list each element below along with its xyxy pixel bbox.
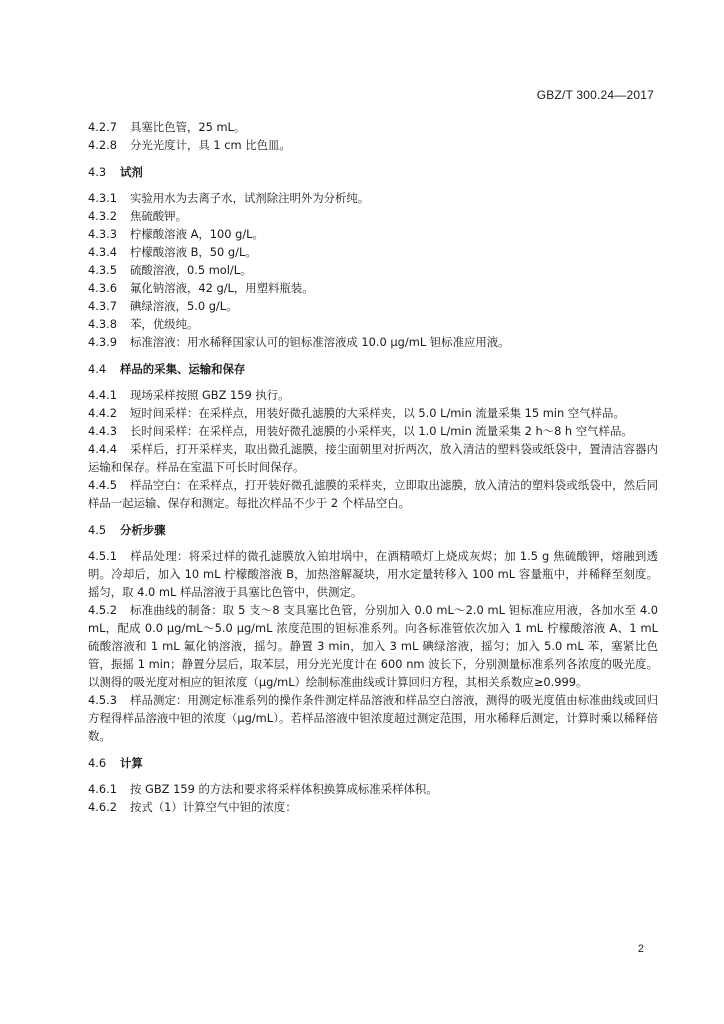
clause-text: 分光光度计，具 1 cm 比色皿。 (130, 138, 291, 152)
clause-number: 4.3.4 (88, 245, 117, 259)
section-number: 4.5 (88, 523, 107, 537)
section-title: 试剂 (120, 165, 143, 179)
document-body (88, 118, 658, 816)
clause-number: 4.3.2 (88, 209, 117, 223)
clause-4-2-7 (88, 118, 658, 136)
clause-text: 按式（1）计算空气中钽的浓度： (130, 800, 297, 814)
clause-4-3-7 (88, 297, 658, 315)
clause-4-4-1 (88, 386, 658, 404)
clause-text: 采样后，打开采样夹，取出微孔滤膜，接尘面朝里对折两次，放入清洁的塑料袋或纸袋中，置清洁容器内运输和保存。样品在室温下可长时间保存。 (88, 442, 658, 474)
clause-text: 实验用水为去离子水，试剂除注明外为分析纯。 (130, 191, 370, 205)
clause-number: 4.2.8 (88, 138, 117, 152)
section-title: 样品的采集、运输和保存 (120, 362, 246, 376)
clause-number: 4.4.5 (88, 478, 117, 492)
page-number: 2 (637, 943, 644, 955)
clause-text: 焦硫酸钾。 (130, 209, 187, 223)
clause-text: 标准溶液：用水稀释国家认可的钽标准溶液成 10.0 μg/mL 钽标准应用液。 (130, 335, 510, 349)
clause-text: 硫酸溶液，0.5 mol/L。 (130, 263, 252, 277)
clause-number: 4.3.9 (88, 335, 117, 349)
clause-number: 4.2.7 (88, 120, 117, 134)
section-heading-4-4 (88, 360, 658, 378)
clause-4-3-3 (88, 225, 658, 243)
clause-4-2-8 (88, 136, 658, 154)
clause-number: 4.3.3 (88, 227, 117, 241)
clause-number: 4.4.4 (88, 442, 117, 456)
clause-4-3-6 (88, 279, 658, 297)
section-heading-4-6 (88, 754, 658, 772)
clause-4-3-8 (88, 315, 658, 333)
section-title: 分析步骤 (120, 523, 166, 537)
clause-number: 4.6.2 (88, 800, 117, 814)
clause-4-5-1 (88, 547, 658, 601)
clause-text: 柠檬酸溶液 B，50 g/L。 (130, 245, 257, 259)
clause-number: 4.3.5 (88, 263, 117, 277)
clause-4-4-2 (88, 404, 658, 422)
clause-4-3-1 (88, 189, 658, 207)
section-title: 计算 (120, 756, 143, 770)
section-heading-4-5 (88, 521, 658, 539)
section-heading-4-3 (88, 163, 658, 181)
clause-4-4-4 (88, 440, 658, 476)
clause-4-6-2 (88, 798, 658, 816)
clause-text: 长时间采样：在采样点，用装好微孔滤膜的小采样夹，以 1.0 L/min 流量采集 2 h～8 h 空气样品。 (130, 424, 633, 438)
clause-4-4-3 (88, 422, 658, 440)
clause-text: 按 GBZ 159 的方法和要求将采样体积换算成标准采样体积。 (130, 782, 438, 796)
document-number: GBZ/T 300.24—2017 (536, 88, 654, 102)
section-number: 4.4 (88, 362, 107, 376)
clause-text: 柠檬酸溶液 A，100 g/L。 (130, 227, 264, 241)
clause-text: 标准曲线的制备：取 5 支～8 支具塞比色管，分别加入 0.0 mL～2.0 mL 钽标准应用液，各加水至 4.0 mL，配成 0.0 μg/mL～5.0 μg/mL 浓度范围的钽标准系列。向各标准管依次加入 1 mL 柠檬酸溶液 A、1 mL 硫酸溶液和 1 mL 氟化钠溶液，摇匀。静置 3 min，加入 3 mL 碘绿溶液，摇匀；加入 5.0 mL 苯，塞紧比色管，振摇 1 min；静置分层后，取苯层，用分光光度计在 600 nm 波长下，分别测量标准系列各浓度的吸光度。以测得的吸光度对相应的钽浓度（μg/mL）绘制标准曲线或计算回归方程，其相关系数应≥0.999。 (88, 603, 658, 689)
clause-4-4-5 (88, 476, 658, 512)
clause-number: 4.4.1 (88, 388, 117, 402)
clause-text: 样品测定：用测定标准系列的操作条件测定样品溶液和样品空白溶液，测得的吸光度值由标准曲线或回归方程得样品溶液中钽的浓度（μg/mL）。若样品溶液中钽浓度超过测定范围，用水稀释后测定，计算时乘以稀释倍数。 (88, 693, 658, 743)
clause-4-5-3 (88, 691, 658, 745)
clause-number: 4.5.2 (88, 603, 117, 617)
clause-4-3-5 (88, 261, 658, 279)
clause-4-5-2 (88, 601, 658, 691)
clause-number: 4.4.2 (88, 406, 117, 420)
clause-text: 现场采样按照 GBZ 159 执行。 (130, 388, 290, 402)
clause-text: 样品处理：将采过样的微孔滤膜放入铂坩埚中，在酒精喷灯上烧成灰烬；加 1.5 g 焦硫酸钾，熔融到透明。冷却后，加入 10 mL 柠檬酸溶液 B，加热溶解凝块，用水定量转移入 100 mL 容量瓶中，并稀释至刻度。摇匀，取 4.0 mL 样品溶液于具塞比色管中，供测定。 (88, 549, 658, 599)
section-number: 4.3 (88, 165, 107, 179)
clause-number: 4.3.8 (88, 317, 117, 331)
clause-number: 4.3.6 (88, 281, 117, 295)
clause-text: 样品空白：在采样点，打开装好微孔滤膜的采样夹，立即取出滤膜，放入清洁的塑料袋或纸袋中，然后同样品一起运输、保存和测定。每批次样品不少于 2 个样品空白。 (88, 478, 658, 510)
clause-4-6-1 (88, 780, 658, 798)
clause-4-3-2 (88, 207, 658, 225)
clause-4-3-4 (88, 243, 658, 261)
clause-text: 氟化钠溶液，42 g/L，用塑料瓶装。 (130, 281, 314, 295)
clause-text: 碘绿溶液，5.0 g/L。 (130, 299, 238, 313)
clause-4-3-9 (88, 333, 658, 351)
clause-number: 4.3.1 (88, 191, 117, 205)
clause-text: 短时间采样：在采样点，用装好微孔滤膜的大采样夹，以 5.0 L/min 流量采集 15 min 空气样品。 (130, 406, 625, 420)
clause-text: 苯，优级纯。 (130, 317, 199, 331)
clause-number: 4.4.3 (88, 424, 117, 438)
clause-number: 4.6.1 (88, 782, 117, 796)
clause-number: 4.3.7 (88, 299, 117, 313)
clause-text: 具塞比色管，25 mL。 (130, 120, 246, 134)
clause-number: 4.5.3 (88, 693, 117, 707)
section-number: 4.6 (88, 756, 107, 770)
clause-number: 4.5.1 (88, 549, 117, 563)
